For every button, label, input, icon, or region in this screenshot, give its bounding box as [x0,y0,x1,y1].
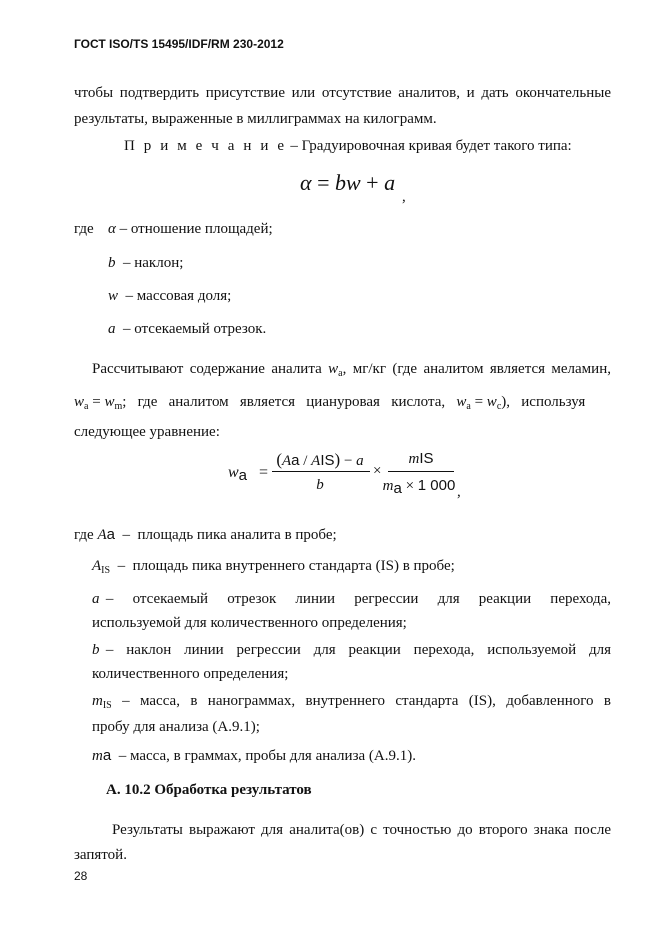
text-run: , мг/кг (где аналитом является меламин, [342,361,611,377]
subscript: m [114,401,123,412]
operator: × [401,478,418,494]
where-label: где [74,221,94,237]
subscript: c [496,401,502,412]
formula-lhs [228,464,247,482]
formula-calibration [300,170,395,196]
text-run: = [470,394,487,410]
definition-item [92,694,611,709]
formula-comma: , [402,189,406,205]
section-heading: А. 10.2 Обработка результатов [106,782,312,798]
fraction-numerator [386,450,456,468]
operator: / [299,453,312,469]
fraction-denominator [374,477,464,495]
text-run: ; где аналитом является циануровая кислота, [122,394,457,410]
symbol: w [328,361,339,377]
formula-operator: + [366,170,379,195]
definition-symbol: α [108,221,116,237]
formula-operator: = [317,170,330,195]
symbol: A [311,453,321,469]
text-run: Рассчитывают содержание аналита [92,361,329,377]
definition-text: – массовая доля; [118,288,232,304]
fraction-bar [388,471,454,472]
definition-item [92,559,455,574]
symbol: w [74,394,85,410]
paragraph-line: результаты, выраженные в миллиграммах на килограмм. [74,111,437,127]
fraction-numerator [270,450,370,470]
subscript: a [338,368,343,379]
symbol: w [228,464,239,481]
symbol: m [382,478,394,494]
page-number: 28 [74,869,88,883]
subscript: IS [419,450,434,467]
formula-operator: = [259,464,269,481]
text-run: ), используя [501,394,586,410]
definition-symbol: b [108,255,116,271]
subscript: a [466,401,471,412]
definition-text: – площадь пика аналита в пробе; [114,527,337,543]
subscript: a [393,480,402,497]
definition-symbol: a [92,591,100,607]
symbol: w [486,394,497,410]
definition-symbol: w [108,288,119,304]
paragraph-line: чтобы подтвердить присутствие или отсутствие аналитов, и дать окончательные [74,85,611,101]
definition-item [108,256,183,271]
number: 1 000 [417,477,456,494]
symbol: m [408,451,420,467]
symbol: A [281,453,292,469]
paren: ( [276,450,282,469]
symbol: w [104,394,115,410]
subscript: IS [101,565,111,576]
formula-comma: , [457,484,461,500]
definition-item [92,748,416,764]
definition-text: – наклон линии регрессии для реакции перехода, используемой для [99,642,611,658]
symbol: b [316,477,324,493]
note-text: – Градуировочная кривая будет такого типа: [286,138,572,154]
formula-symbol: b [334,170,346,195]
symbol: a [356,453,364,469]
definition-symbol: m [92,693,103,709]
definition-text: – масса, в граммах, пробы для анализа (А.9.1). [111,748,416,764]
formula-symbol: α [300,170,312,195]
subscript: a [102,747,112,764]
operator: − [340,453,357,469]
definition-text: пробу для анализа (А.9.1); [92,719,260,735]
definition-symbol: a [108,321,116,337]
definition-item [108,289,231,304]
definition-symbol: m [92,748,103,764]
paragraph-line [74,395,585,410]
definition-text: – площадь пика внутреннего стандарта (IS) в пробе; [110,558,455,574]
subscript: a [106,526,115,543]
fraction-denominator [270,477,370,494]
text-run: = [88,394,105,410]
definition-symbol: A [97,527,107,543]
subscript: a [238,467,248,484]
definition-item [92,592,611,607]
document-header: ГОСТ ISO/TS 15495/IDF/RM 230-2012 [74,37,284,51]
definition-text: – масса, в нанограммах, внутреннего стандарта (IS), добавленного в [111,693,611,709]
definition-text: – отсекаемый отрезок линии регрессии для реакции перехода, [99,591,611,607]
paragraph-line: запятой. [74,847,127,863]
paragraph-line [92,362,611,377]
definition-symbol: A [92,558,102,574]
fraction-bar [272,471,370,472]
subscript: IS [102,700,112,711]
definition-item [92,643,611,658]
definition-item [74,527,337,543]
definition-text: используемой для количественного определения; [92,615,407,631]
subscript: a [84,401,89,412]
formula-symbol: a [384,170,396,195]
note [124,139,572,154]
paren: ) [334,450,341,469]
symbol: w [456,394,467,410]
definition-item [108,222,273,237]
definition-text: количественного определения; [92,666,289,682]
formula-operator: × [373,463,382,479]
paragraph-line: Результаты выражают для аналита(ов) с точностью до второго знака после [112,822,611,838]
definition-text: – отношение площадей; [115,221,273,237]
definition-text: – отсекаемый отрезок. [115,321,267,337]
where-label: где [74,527,98,543]
definition-symbol: b [92,642,100,658]
subscript: a [291,452,300,469]
formula-symbol: w [345,170,361,195]
subscript: IS [320,452,335,469]
paragraph-line: следующее уравнение: [74,424,220,440]
definition-text: – наклон; [115,255,184,271]
note-label: П р и м е ч а н и е [124,138,287,154]
definition-item [108,322,266,337]
formula-content [228,452,468,500]
